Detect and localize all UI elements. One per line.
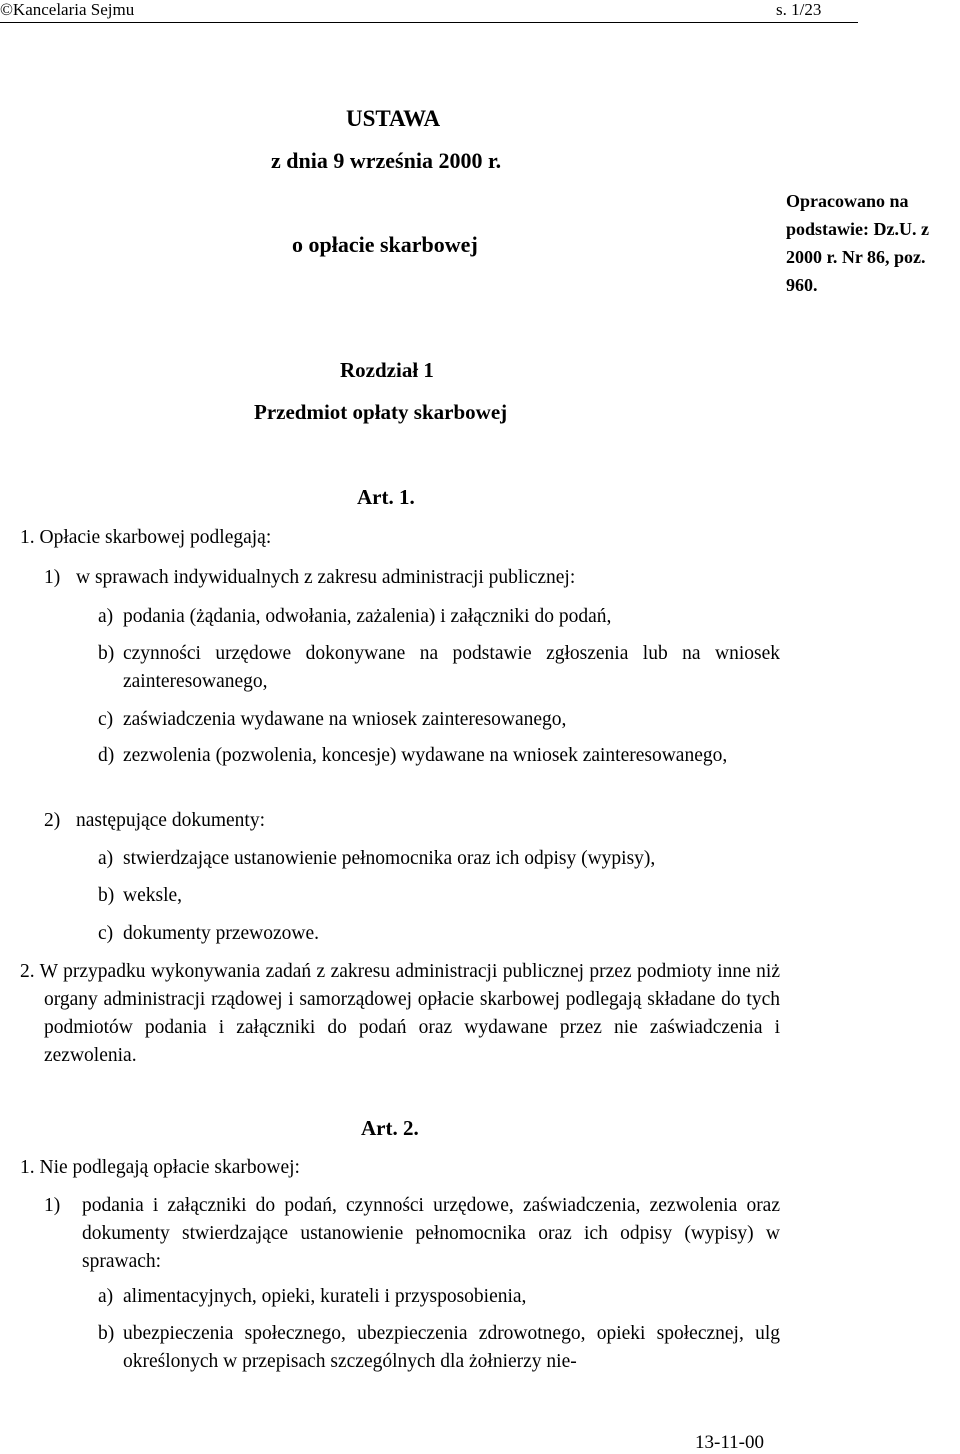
document-date: z dnia 9 września 2000 r. <box>271 148 502 173</box>
item-text: podania i załączniki do podań, czynności urzędowe, zaświadczenia, zezwolenia oraz dokumenty stwierdzające ustanowienie pełnomocnika oraz ich odpisy (wypisy) w sprawach: <box>82 1195 780 1272</box>
item-text: ubezpieczenia społecznego, ubezpieczenia zdrowotnego, opieki społecznej, ulg określonych w przepisach szczególnych dla żołnierzy nie- <box>123 1323 780 1372</box>
article-1-heading: Art. 1. <box>357 485 415 509</box>
art1-item-1 <box>44 564 780 592</box>
art1-paragraph-2 <box>20 958 780 1070</box>
item-text: zaświadczenia wydawane na wniosek zainteresowanego, <box>123 709 567 730</box>
item-text: stwierdzające ustanowienie pełnomocnika oraz ich odpisy (wypisy), <box>123 848 656 869</box>
art1-item-1c <box>98 706 780 734</box>
art2-item-1b <box>98 1320 780 1376</box>
art1-item-1d <box>98 742 780 798</box>
chapter-title: Przedmiot opłaty skarbowej <box>254 400 508 424</box>
item-label: 2) <box>44 810 61 831</box>
item-text: w sprawach indywidualnych z zakresu administracji publicznej: <box>76 567 576 588</box>
art1-item-2 <box>44 807 780 835</box>
art2-item-1a <box>98 1283 780 1311</box>
art1-item-1a <box>98 603 780 631</box>
article-2-heading: Art. 2. <box>361 1116 419 1140</box>
item-label: a) <box>98 606 114 627</box>
item-label: 1) <box>44 1195 61 1216</box>
item-text: zezwolenia (pozwolenia, koncesje) wydawane na wniosek zainteresowanego, <box>123 745 728 766</box>
art1-paragraph-1-intro: 1. Opłacie skarbowej podlegają: <box>20 527 272 548</box>
page-number: s. 1/23 <box>776 0 822 19</box>
art1-item-2b <box>98 882 780 910</box>
item-label: b) <box>98 1323 115 1344</box>
paragraph-text: 2. W przypadku wykonywania zadań z zakresu administracji publicznej przez podmioty inne niż organy administracji rządowej i samorządowej opłacie skarbowej podlegają składane do tych podmiotów podania i załączniki do podań oraz wydawane przez nie zaświadczenia i zezwolenia. <box>20 961 780 1066</box>
item-label: d) <box>98 745 115 766</box>
item-label: b) <box>98 643 115 664</box>
footer-code: 13-11-00 <box>695 1432 764 1453</box>
document-subject: o opłacie skarbowej <box>292 232 478 257</box>
item-label: a) <box>98 1286 114 1307</box>
source-note: Opracowano na podstawie: Dz.U. z 2000 r. Nr 86, poz. 960. <box>786 191 929 295</box>
item-label: c) <box>98 709 114 730</box>
item-text: następujące dokumenty: <box>76 810 265 831</box>
item-text: dokumenty przewozowe. <box>123 923 320 944</box>
header-left: ©Kancelaria Sejmu <box>0 0 135 19</box>
item-label: b) <box>98 885 115 906</box>
item-text: czynności urzędowe dokonywane na podstawie zgłoszenia lub na wniosek zainteresowanego, <box>123 643 780 692</box>
art2-paragraph-1-intro: 1. Nie podlegają opłacie skarbowej: <box>20 1157 300 1178</box>
item-label: a) <box>98 848 114 869</box>
document-type: USTAWA <box>346 106 441 131</box>
art1-item-2a <box>98 845 780 873</box>
item-label: c) <box>98 923 114 944</box>
chapter-number: Rozdział 1 <box>340 358 434 382</box>
art1-item-1b <box>98 640 780 696</box>
item-text: weksle, <box>123 885 183 906</box>
item-text: alimentacyjnych, opieki, kurateli i przysposobienia, <box>123 1286 527 1307</box>
item-label: 1) <box>44 567 61 588</box>
art1-item-2c <box>98 920 780 948</box>
header-divider <box>0 22 858 23</box>
art2-item-1 <box>44 1192 780 1276</box>
item-text: podania (żądania, odwołania, zażalenia) i załączniki do podań, <box>123 606 612 627</box>
